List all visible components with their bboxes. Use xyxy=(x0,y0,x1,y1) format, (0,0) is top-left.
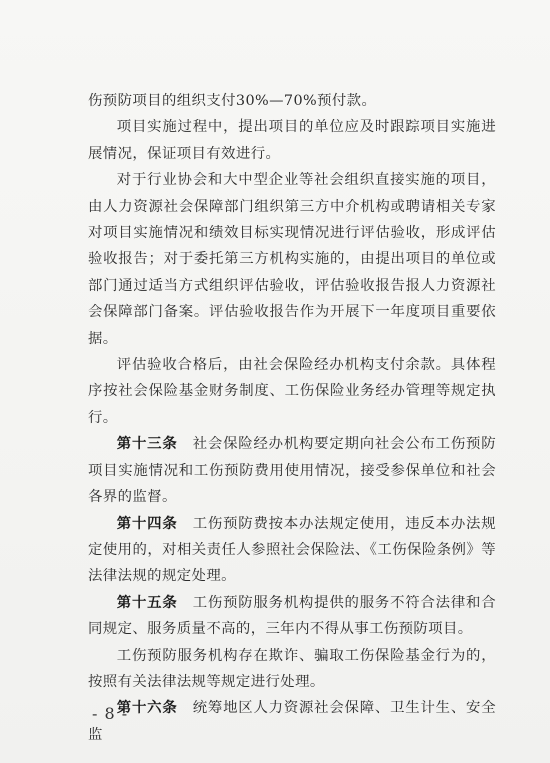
article-13 xyxy=(88,431,496,510)
paragraph-text: 项目实施过程中，提出项目的单位应及时跟踪项目实施进展情况，保证项目有效进行。 xyxy=(88,119,496,162)
paragraph-text: 对于行业协会和大中型企业等社会组织直接实施的项目，由人力资源社会保障部门组织第三方中介机构或聘请相关专家对项目实施情况和绩效目标实现情况进行评估验收，形成评估验收报告；对于委托第三方机构实施的，由提出项目的单位或部门通过适当方式组织评估验收，评估验收报告报人力资源社会保障部门备案。评估验收报告作为开展下一年度项目重要依据。 xyxy=(88,172,496,347)
article-16 xyxy=(88,695,496,748)
paragraph-8 xyxy=(88,643,496,696)
paragraph-text: 工伤预防服务机构存在欺诈、骗取工伤保险基金行为的，按照有关法律法规等规定进行处理。 xyxy=(88,647,496,690)
paragraph-text: 统筹地区人力资源社会保障、卫生计生、安全监 xyxy=(88,700,496,743)
article-heading: 第十五条 xyxy=(116,593,178,611)
article-15 xyxy=(88,590,496,643)
paragraph-3 xyxy=(88,167,496,352)
document-body xyxy=(88,88,496,748)
article-heading: 第十六条 xyxy=(116,699,178,717)
paragraph-4 xyxy=(88,352,496,431)
page-number: - 8 - xyxy=(92,704,129,723)
paragraph-text: 社会保险经办机构要定期向社会公布工伤预防项目实施情况和工伤预防费用使用情况，接受参保单位和社会各界的监督。 xyxy=(88,436,496,506)
paragraph-text: 伤预防项目的组织支付30%—70%预付款。 xyxy=(88,93,377,109)
paragraph-text: 工伤预防费按本办法规定使用，违反本办法规定使用的，对相关责任人参照社会保险法、《工伤保险条例》等法律法规的规定处理。 xyxy=(88,515,496,585)
paragraph-1 xyxy=(88,88,496,114)
article-14 xyxy=(88,511,496,590)
article-heading: 第十三条 xyxy=(116,435,178,453)
article-heading: 第十四条 xyxy=(116,514,178,532)
paragraph-2 xyxy=(88,114,496,167)
paragraph-text: 评估验收合格后，由社会保险经办机构支付余款。具体程序按社会保险基金财务制度、工伤保险业务经办管理等规定执行。 xyxy=(88,357,496,426)
paragraph-text: 工伤预防服务机构提供的服务不符合法律和合同规定、服务质量不高的，三年内不得从事工伤预防项目。 xyxy=(88,594,496,638)
